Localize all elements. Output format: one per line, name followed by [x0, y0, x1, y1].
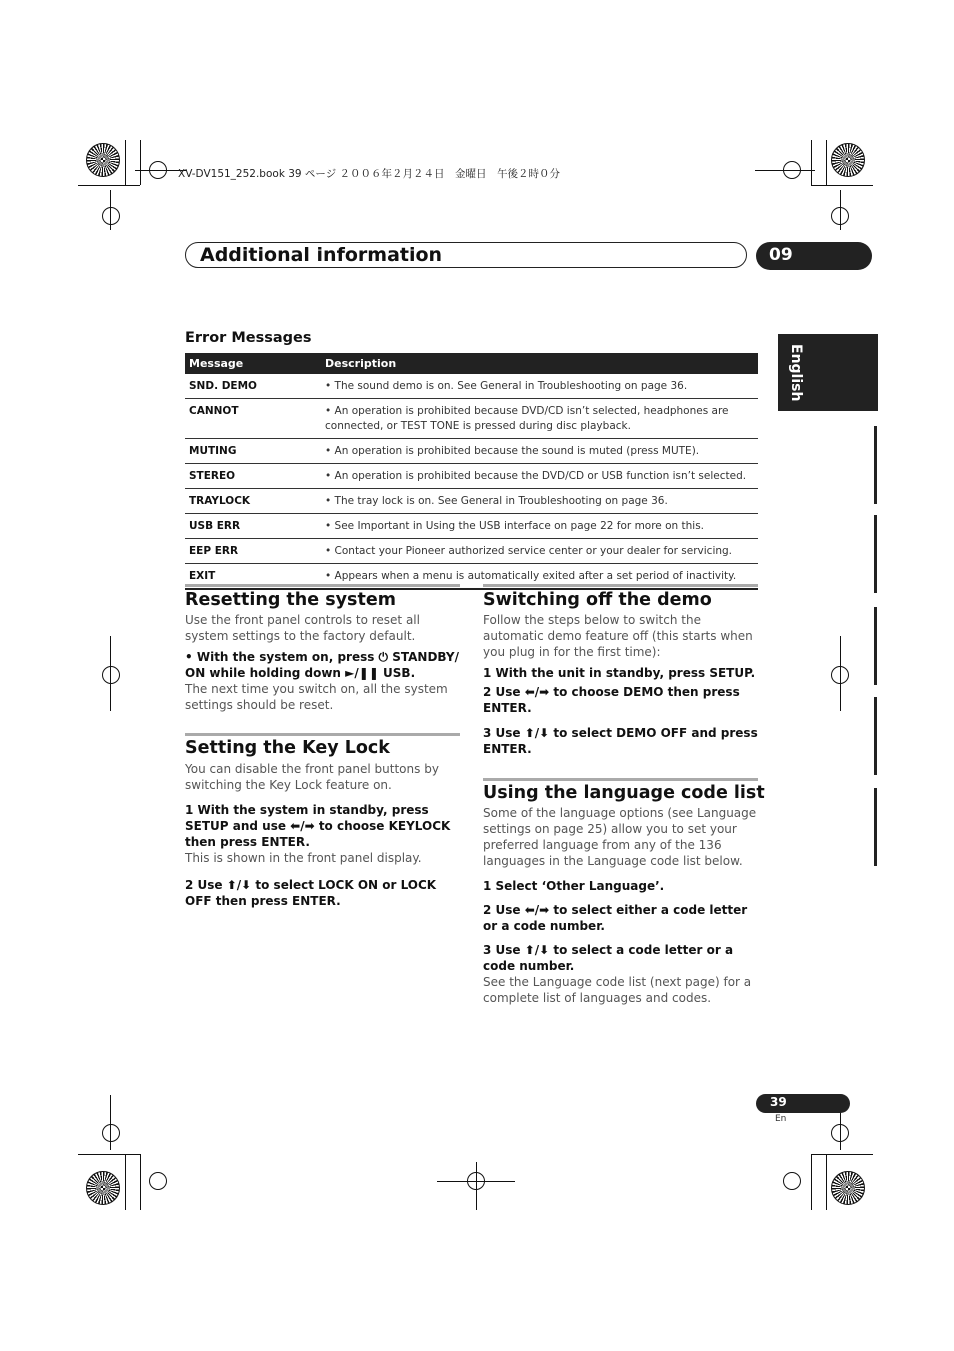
language-list-step-2: 2 Use ⬅/➡ to select either a code letter or a code number.	[483, 903, 748, 933]
crosshair-icon	[102, 1124, 120, 1142]
page-number: 39	[756, 1094, 850, 1113]
chapter-badge: 09	[756, 242, 872, 270]
print-info: XV-DV151_252.book 39 ページ ２００６年２月２４日 金曜日 午後２時０分	[178, 168, 561, 180]
error-code: USB ERR	[185, 514, 321, 539]
section-rule	[185, 733, 460, 736]
language-list-step-3: 3 Use ⬆/⬇ to select a code letter or a code number.	[483, 943, 734, 973]
registration-wheel-icon	[86, 143, 120, 177]
table-row	[185, 514, 758, 539]
error-description: • See Important in Using the USB interface on page 22 for more on this.	[321, 514, 758, 539]
thumb-bar	[874, 426, 877, 504]
thumb-bar	[874, 607, 877, 685]
table-row	[185, 464, 758, 489]
crop-line	[110, 1095, 111, 1150]
error-description: • Contact your Pioneer authorized service center or your dealer for servicing.	[321, 539, 758, 564]
crop-line	[811, 1154, 812, 1210]
crop-line	[826, 140, 827, 185]
error-code: STEREO	[185, 464, 321, 489]
crop-line	[811, 1154, 873, 1155]
crosshair-icon	[102, 207, 120, 225]
thumb-bar	[874, 515, 877, 593]
registration-wheel-icon	[86, 1171, 120, 1205]
crop-line	[140, 1154, 141, 1210]
key-lock-intro: You can disable the front panel buttons by switching the Key Lock feature on.	[185, 762, 439, 792]
registration-wheel-icon	[831, 1171, 865, 1205]
column-header: Message	[185, 353, 321, 374]
error-messages-title: Error Messages	[185, 330, 312, 346]
table-header-row	[185, 353, 758, 374]
resetting-title: Resetting the system	[185, 590, 396, 610]
column-header: Description	[321, 353, 758, 374]
crop-line	[840, 636, 841, 711]
error-code: MUTING	[185, 439, 321, 464]
key-lock-title: Setting the Key Lock	[185, 738, 390, 758]
resetting-step: • With the system on, press ⏻ STANDBY/ ON while holding down ►/❚❚ USB.	[185, 650, 459, 680]
demo-intro: Follow the steps below to switch the automatic demo feature off (this starts when you plug in for the first time):	[483, 613, 753, 659]
crop-line	[811, 185, 873, 186]
registration-wheel-icon	[831, 143, 865, 177]
demo-step-2: 2 Use ⬅/➡ to choose DEMO then press ENTER.	[483, 685, 740, 715]
table-row	[185, 439, 758, 464]
error-code: CANNOT	[185, 399, 321, 439]
crop-line	[140, 140, 141, 185]
crop-line	[125, 140, 126, 185]
table-row	[185, 399, 758, 439]
table-row	[185, 374, 758, 399]
error-description: • An operation is prohibited because DVD/CD isn’t selected, headphones are connected, or TEST TONE is pressed during disc playback.	[321, 399, 758, 439]
crosshair-icon	[783, 1172, 801, 1190]
error-description: • An operation is prohibited because the DVD/CD or USB function isn’t selected.	[321, 464, 758, 489]
demo-step-3: 3 Use ⬆/⬇ to select DEMO OFF and press ENTER.	[483, 726, 758, 756]
resetting-after: The next time you switch on, all the system settings should be reset.	[185, 682, 448, 712]
error-description: • The tray lock is on. See General in Troubleshooting on page 36.	[321, 489, 758, 514]
thumb-bar	[874, 697, 877, 775]
crop-line	[826, 1154, 827, 1210]
crop-line	[755, 170, 815, 171]
language-list-intro: Some of the language options (see Language settings on page 25) allow you to set your preferred language from any of the 136 languages in the Language code list below.	[483, 806, 757, 868]
language-list-step-1: 1 Select ‘Other Language’.	[483, 879, 665, 893]
error-description: • Appears when a menu is automatically exited after a set period of inactivity.	[321, 564, 758, 590]
language-list-title: Using the language code list	[483, 783, 765, 803]
section-rule	[483, 778, 758, 781]
error-code: EXIT	[185, 564, 321, 590]
crop-line	[125, 1154, 126, 1210]
crop-line	[840, 190, 841, 230]
language-list-outro: See the Language code list (next page) for a complete list of languages and codes.	[483, 975, 752, 1005]
thumb-bar	[874, 788, 877, 866]
language-tab	[778, 334, 878, 411]
demo-step-1: 1 With the unit in standby, press SETUP.	[483, 666, 756, 680]
crop-line	[78, 185, 140, 186]
section-rule	[483, 584, 758, 587]
crosshair-icon	[149, 1172, 167, 1190]
crop-line	[811, 140, 812, 185]
error-code: EEP ERR	[185, 539, 321, 564]
crosshair-icon	[102, 666, 120, 684]
key-lock-step-1: 1 With the system in standby, press SETUP and use ⬅/➡ to choose KEYLOCK then press ENTER.	[185, 803, 451, 849]
table-row	[185, 489, 758, 514]
error-messages-table	[185, 353, 758, 590]
resetting-intro: Use the front panel controls to reset all system settings to the factory default.	[185, 613, 420, 643]
key-lock-step-1-note: This is shown in the front panel display.	[185, 851, 422, 865]
section-rule	[185, 584, 460, 587]
crop-line	[110, 636, 111, 711]
crop-line	[78, 1154, 140, 1155]
error-code: SND. DEMO	[185, 374, 321, 399]
error-code: TRAYLOCK	[185, 489, 321, 514]
page-language-code: En	[775, 1114, 787, 1124]
key-lock-step-2: 2 Use ⬆/⬇ to select LOCK ON or LOCK OFF then press ENTER.	[185, 878, 437, 908]
error-description: • An operation is prohibited because the sound is muted (press MUTE).	[321, 439, 758, 464]
page-title: Additional information	[200, 244, 443, 266]
crop-line	[110, 190, 111, 230]
crop-line	[476, 1162, 477, 1210]
error-description: • The sound demo is on. See General in Troubleshooting on page 36.	[321, 374, 758, 399]
language-label: English	[788, 344, 804, 402]
table-row	[185, 539, 758, 564]
demo-title: Switching off the demo	[483, 590, 712, 610]
